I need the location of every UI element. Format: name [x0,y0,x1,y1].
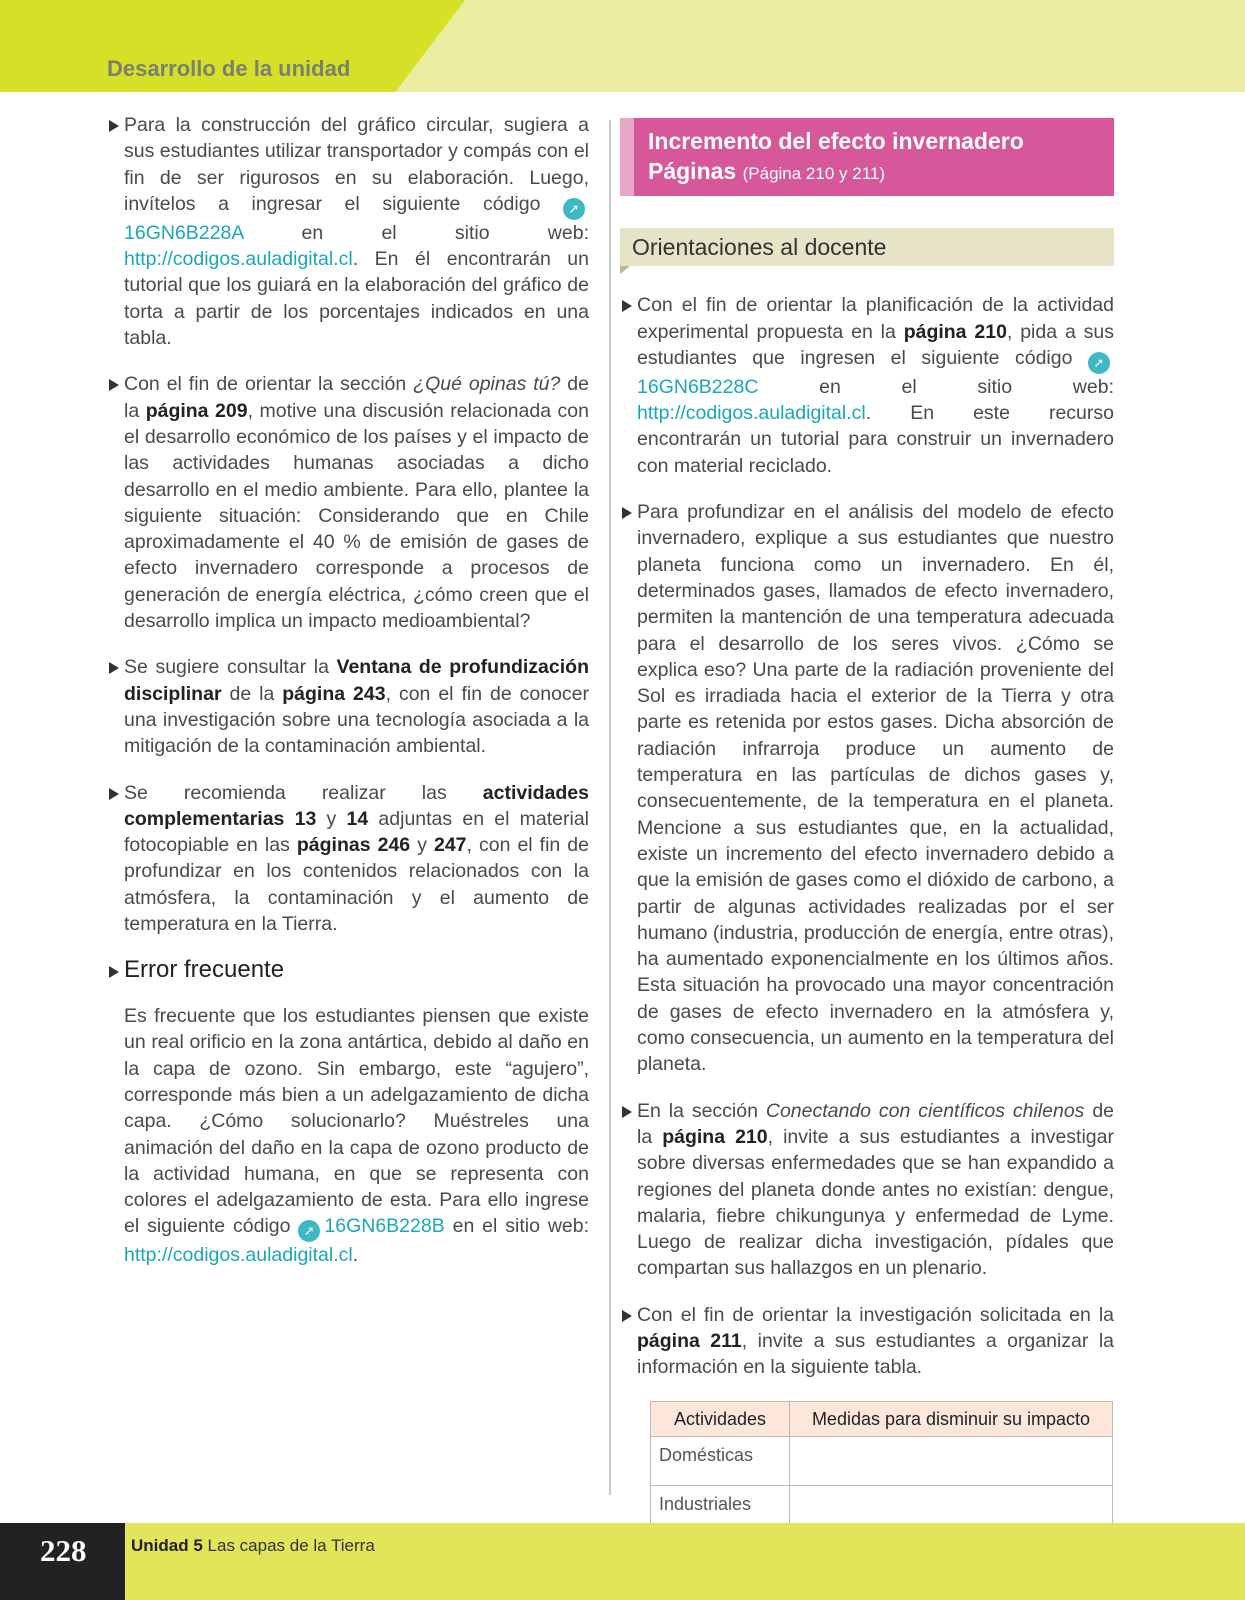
text: de la [124,373,589,422]
text: Con el fin de orientar la investigación solicitada en la [637,1303,1114,1326]
text: adjuntas en el material fotocopiable en las [124,807,589,857]
section-name: ¿Qué opinas tú? [413,373,561,396]
activity-ref: actividades complementarias 13 [124,781,589,830]
text: , motive una discusión relacionada con el desarrollo económico de los países y el impacto de las actividades humanas asociadas a dicho desarrollo en el medio ambiente. Para ello, plantee la siguiente situación: Considerando que en Chile aproximadamente el 40 % de emisión de gases de efecto invernadero corresponde a procesos de generación de energía eléctrica, ¿cómo creen que el desarrollo implica un impacto medioambiental? [124,399,589,633]
text: en el sitio web: [444,1215,590,1238]
right-bullet-4 [620,1302,1114,1381]
text: Se sugiere consultar la [124,656,337,679]
page-ref: 247 [433,834,467,857]
table-header: Actividades [651,1401,790,1436]
section-title-pages: Páginas [648,158,737,184]
text: en el sitio web: [758,375,1114,398]
rocket-icon: ➚ [298,1220,320,1242]
rocket-icon: ➚ [563,198,585,220]
text: Con el fin de orientar la sección [124,373,414,396]
text: Se recomienda realizar las [124,781,483,804]
text: Para la construcción del gráfico circular, sugiera a sus estudiantes utilizar transportador y compás con el fin de ser rigurosos en su elaboración. Luego, invítelos a ingresar el siguiente código [124,114,589,215]
text: Con el fin de orientar la planificación de la actividad experimental propuesta en la [637,294,1114,343]
table-cell: Domésticas [651,1436,790,1485]
page-ref: páginas 246 [296,834,411,857]
text: y [410,834,434,857]
text: , pida a sus estudiantes que ingresen el siguiente código [637,320,1114,369]
left-bullet-4 [107,780,589,938]
text: . En él encontrarán un tutorial que los guiará en la elaboración del gráfico de torta a partir de los porcentajes indicados en una tabla. [124,248,589,350]
right-bullet-1 [620,292,1114,479]
column-divider [609,120,611,1495]
right-bullet-2: Para profundizar en el análisis del modelo de efecto invernadero, explique a sus estudiantes que nuestro planeta funciona como un invernadero. En él, determinados gases, llamados de efecto invernadero, permiten la mantención de una temperatura adecuada para el desarrollo de los seres vivos. ¿Cómo se explica eso? Una parte de la radiación proveniente del Sol es irradiada hacia el exterior de la Tierra y otra parte es retenida por estos gases. Dicha absorción de radiación infrarroja produce un aumento de temperatura en las partículas de dichos gases y, consecuentemente, de la temperatura en el planeta. Mencione a sus estudiantes que, en la actualidad, existe un incremento del efecto invernadero debido a que la emisión de gases como el dióxido de carbono, a partir de algunas actividades realizadas por el ser humano (industria, producción de energía, entre otras), ha aumentado exponencialmente en los últimos años. Esta situación ha provocado una mayor concentración de gases de efecto invernadero en la atmósfera y, como consecuencia, un aumento en la temperatura del planeta. [620,499,1114,1078]
right-column [620,112,1114,1535]
table-row [651,1436,1113,1485]
left-bullet-3 [107,654,589,759]
text: , invite a sus estudiantes a organizar la información en la siguiente tabla. [637,1329,1115,1379]
code-text: 16GN6B228A [124,221,244,244]
section-banner [620,118,1114,196]
table-header: Medidas para disminuir su impacto [790,1401,1113,1436]
code-link[interactable] [298,1215,444,1237]
rocket-icon: ➚ [1088,352,1110,374]
text: , con el fin de conocer una investigación sobre una tecnología asociada a la mitigación de la contaminación ambiental. [124,682,589,758]
unit-title: Las capas de la Tierra [207,1536,375,1555]
table-cell [790,1436,1113,1485]
page-ref: página 210 [903,320,1007,343]
footer-unit [131,1536,375,1556]
text: y [316,807,347,830]
page-ref: página 209 [145,399,248,422]
web-link[interactable]: http://codigos.auladigital.cl [637,402,866,425]
left-bullet-2 [107,371,589,634]
code-text: 16GN6B228B [324,1215,445,1238]
web-link[interactable]: http://codigos.auladigital.cl [124,248,353,271]
text: , invite a sus estudiantes a investigar sobre diversas enfermedades que se han expandido a regiones del planeta donde antes no existían: dengue, malaria, fiebre chikungunya y enfermedad de Lyme. Luego de realizar dicha investigación, pídales que compartan sus hallazgos en un plenario. [637,1125,1114,1280]
orientaciones-heading: Orientaciones al docente [620,228,1114,266]
page-section-title: Desarrollo de la unidad [107,56,351,81]
text: . En este recurso encontrarán un tutorial para construir un invernadero con material reciclado. [637,402,1114,477]
page-ref: página 211 [637,1329,742,1352]
table-header-row [651,1401,1113,1436]
error-text [107,1003,589,1269]
section-name: Conectando con científicos chilenos [765,1099,1085,1122]
web-link[interactable]: http://codigos.auladigital.cl [124,1244,353,1267]
text: de la [221,682,283,705]
text: Es frecuente que los estudiantes piensen que existe un real orificio en la zona antártica, debido al daño en la capa de ozono. Sin embargo, este “agujero”, corresponde más bien a un adelgazamiento de dicha capa. ¿Cómo solucionarlo? Muéstreles una animación del daño en la capa de ozono producto de la actividad humana, en que se representa con colores el adelgazamiento de esta. Para ello ingrese el siguiente código [124,1005,589,1238]
unit-label: Unidad 5 [131,1536,203,1555]
right-bullet-3 [620,1098,1114,1282]
text: de la [637,1099,1115,1148]
code-text: 16GN6B228C [637,375,759,398]
footer-bar [0,1523,1245,1600]
activity-ref: 14 [346,807,369,830]
section-subtitle: (Página 210 y 211) [742,164,886,183]
text: en el sitio web: [243,221,589,244]
table-cell: Industriales [651,1485,790,1534]
section-title: Incremento del efecto invernadero [648,128,1024,154]
page-ref: página 243 [282,682,386,705]
error-heading: Error frecuente [107,957,589,983]
left-bullet-1 [107,112,589,351]
text: En la sección [637,1099,766,1122]
activities-table [650,1401,1113,1535]
text: . [352,1244,359,1267]
page-ref: página 210 [662,1125,768,1148]
text: , con el fin de profundizar en los contenidos relacionados con la atmósfera, la contaminación y el aumento de temperatura en la Tierra. [124,834,589,936]
window-ref: Ventana de profundización disciplinar [124,656,589,705]
left-column [107,112,589,1288]
page-number: 228 [40,1533,87,1568]
